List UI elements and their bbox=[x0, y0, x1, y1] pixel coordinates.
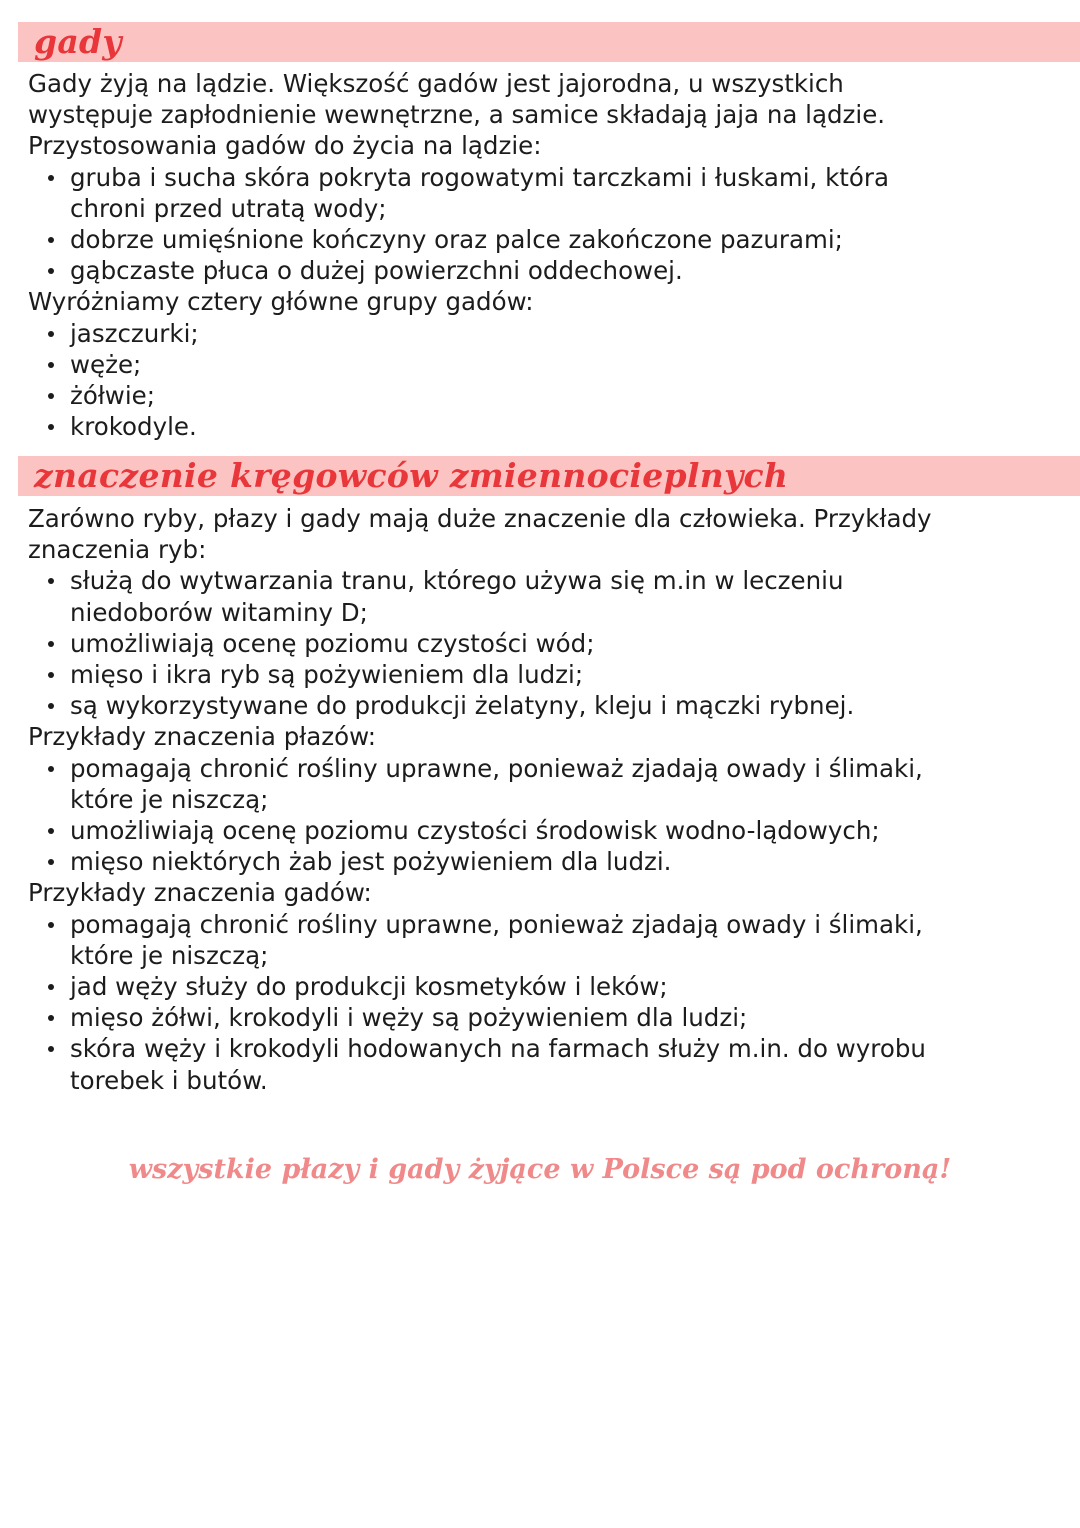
list-item: mięso niektórych żab jest pożywieniem dla ludzi. bbox=[28, 846, 1068, 877]
list-item: żółwie; bbox=[28, 380, 1068, 411]
list-item: jaszczurki; bbox=[28, 318, 1068, 349]
text-line: znaczenia ryb: bbox=[28, 535, 207, 565]
text-line: Gady żyją na lądzie. Większość gadów jest jajorodna, u wszystkich bbox=[28, 69, 844, 98]
text-line: występuje zapłodnienie wewnętrzne, a samice składają jaja na lądzie. bbox=[28, 100, 886, 130]
text-line: Przystosowania gadów do życia na lądzie: bbox=[28, 131, 542, 161]
list-item: służą do wytwarzania tranu, którego używa się m.in w leczeniu niedoborów witaminy D; bbox=[28, 565, 1068, 627]
section-heading-band bbox=[18, 22, 1080, 62]
reptiles-importance-list bbox=[28, 909, 1068, 1096]
list-item: są wykorzystywane do produkcji żelatyny, kleju i mączki rybnej. bbox=[28, 690, 1068, 721]
list-item: jad węży służy do produkcji kosmetyków i leków; bbox=[28, 971, 1068, 1002]
protection-note: wszystkie płazy i gady żyjące w Polsce są pod ochroną! bbox=[128, 1154, 952, 1185]
list-item: umożliwiają ocenę poziomu czystości wód; bbox=[28, 628, 1068, 659]
reptile-groups-list bbox=[28, 318, 1068, 443]
intro-paragraph bbox=[28, 503, 1068, 565]
groups-intro: Wyróżniamy cztery główne grupy gadów: bbox=[28, 287, 534, 317]
list-item: mięso i ikra ryb są pożywieniem dla ludzi; bbox=[28, 659, 1068, 690]
section-body-znaczenie bbox=[28, 503, 1068, 1096]
list-item: pomagają chronić rośliny uprawne, ponieważ zjadają owady i ślimaki, które je niszczą; bbox=[28, 753, 1068, 815]
list-item: mięso żółwi, krokodyli i węży są pożywieniem dla ludzi; bbox=[28, 1002, 1068, 1033]
list-item: dobrze umięśnione kończyny oraz palce zakończone pazurami; bbox=[28, 224, 1068, 255]
text-line: Zarówno ryby, płazy i gady mają duże znaczenie dla człowieka. Przykłady bbox=[28, 504, 932, 533]
amphibians-importance-list bbox=[28, 753, 1068, 878]
list-item: umożliwiają ocenę poziomu czystości środowisk wodno-lądowych; bbox=[28, 815, 1068, 846]
list-item: gruba i sucha skóra pokryta rogowatymi tarczkami i łuskami, która chroni przed utratą wody; bbox=[28, 162, 1068, 224]
list-item: węże; bbox=[28, 349, 1068, 380]
section-title-gady: gady bbox=[34, 22, 122, 61]
section-title-znaczenie: znaczenie kręgowców zmiennocieplnych bbox=[34, 456, 789, 495]
list-item: pomagają chronić rośliny uprawne, ponieważ zjadają owady i ślimaki, które je niszczą; bbox=[28, 909, 1068, 971]
reptiles-intro: Przykłady znaczenia gadów: bbox=[28, 878, 372, 908]
intro-paragraph bbox=[28, 68, 1068, 162]
amphibians-intro: Przykłady znaczenia płazów: bbox=[28, 722, 377, 752]
list-item: gąbczaste płuca o dużej powierzchni oddechowej. bbox=[28, 255, 1068, 286]
adaptations-list bbox=[28, 162, 1068, 287]
section-body-gady bbox=[28, 68, 1068, 442]
fish-importance-list bbox=[28, 565, 1068, 721]
list-item: skóra węży i krokodyli hodowanych na farmach służy m.in. do wyrobu torebek i butów. bbox=[28, 1033, 1068, 1095]
list-item: krokodyle. bbox=[28, 411, 1068, 442]
